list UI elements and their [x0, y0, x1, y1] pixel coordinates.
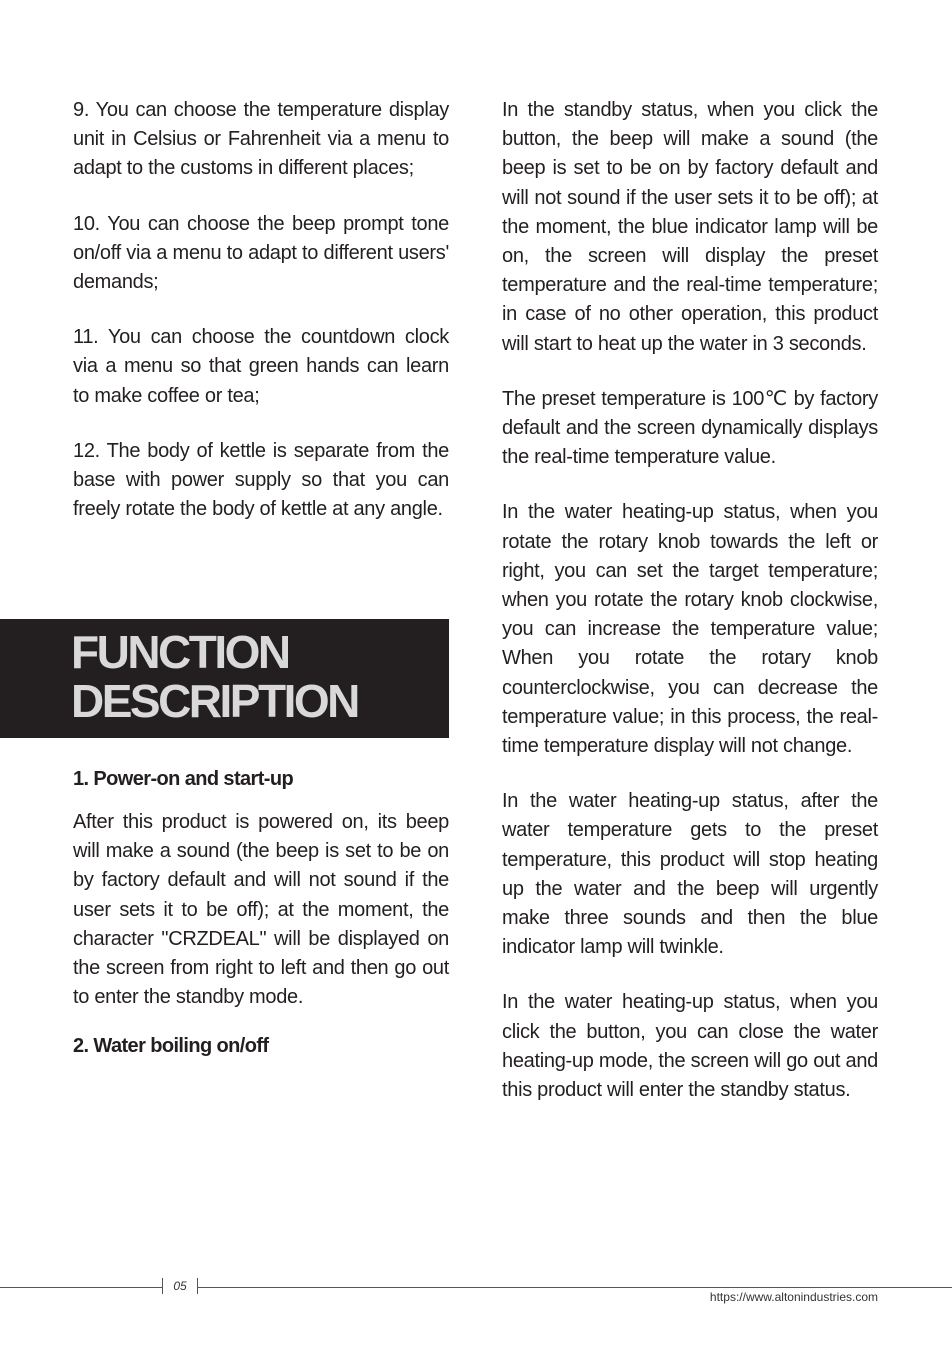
feature-item-12: 12. The body of kettle is separate from the base with power supply so that you can freely rotate the body of kettle at any angle. [73, 439, 449, 521]
power-on-heading: 1. Power-on and start-up [73, 768, 294, 790]
footer-url: https://www.altonindustries.com [709, 1290, 878, 1304]
rotary-knob-paragraph: In the water heating-up status, when you rotate the rotary knob towards the left or right, you can set the target temperature; when you rotate the rotary knob clockwise, you can increase the temperature value; When you rotate the rotary knob counterclockwise, you can decrease the temperature value; in this process, the real-time temperature display will not change. [502, 501, 878, 758]
section-title-line1: FUNCTION [71, 626, 289, 678]
footer-divider [0, 1287, 952, 1288]
standby-paragraph: In the standby status, when you click the button, the beep will make a sound (the beep is set to be on by factory default and will not sound if the user sets it to be off); at the moment, the blue indicator lamp will be on, the screen will display the preset temperature and the real-time temperature; in case of no other operation, this product will start to heat up the water in 3 seconds. [502, 99, 878, 355]
page-number: 05 [162, 1278, 198, 1294]
right-column [502, 96, 878, 1131]
feature-item-10: 10. You can choose the beep prompt tone on/off via a menu to adapt to different users' demands; [73, 212, 449, 294]
section-title-line2: DESCRIPTION [71, 675, 358, 727]
function-description-left [73, 765, 449, 1075]
close-heating-paragraph: In the water heating-up status, when you click the button, you can close the water heating-up mode, the screen will go out and this product will enter the standby status. [502, 991, 878, 1102]
left-column [73, 96, 449, 550]
stop-heating-paragraph: In the water heating-up status, after the water temperature gets to the preset temperature, this product will stop heating up the water and the beep will urgently make three sounds and then the blue indicator lamp will twinkle. [502, 790, 878, 959]
feature-item-9: 9. You can choose the temperature display unit in Celsius or Fahrenheit via a menu to adapt to the customs in different places; [73, 99, 449, 180]
preset-temperature-paragraph: The preset temperature is 100℃ by factory default and the screen dynamically displays the real-time temperature value. [502, 387, 878, 469]
water-boiling-heading: 2. Water boiling on/off [73, 1035, 269, 1058]
power-on-body: After this product is powered on, its beep will make a sound (the beep is set to be on by factory default and will not sound if the user sets it to be off); at the moment, the character "CRZDEAL" will be displayed on the screen from right to left and then go out to enter the standby mode. [73, 811, 449, 1009]
section-title [71, 628, 358, 726]
feature-item-11: 11. You can choose the countdown clock via a menu so that green hands can learn to make coffee or tea; [73, 326, 449, 407]
